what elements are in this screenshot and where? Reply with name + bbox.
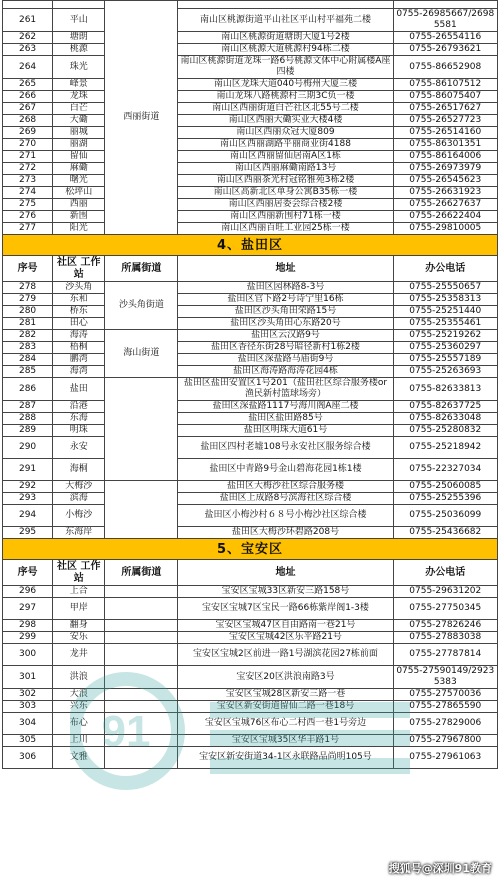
row-station: 大磡: [53, 115, 105, 127]
table-row: [3, 527, 498, 539]
table-row: [3, 127, 498, 139]
row-address: 南山区龙珠大道040号梅州大厦三楼: [178, 79, 393, 91]
section-header-row: [3, 235, 498, 256]
table-row: [3, 32, 498, 44]
row-phone: 0755-26514160: [393, 127, 497, 139]
row-station: 沙头角: [53, 282, 105, 294]
row-station: 白芒: [53, 103, 105, 115]
row-address: 盐田区小梅沙村６８号小梅沙社区综合楼: [178, 505, 393, 527]
row-station: 大梅沙: [53, 481, 105, 493]
row-station: 阳光: [53, 223, 105, 235]
row-address: 南山区桃源街道平山社区平山村平福苑二楼: [178, 9, 393, 32]
section-title: 4、盐田区: [3, 235, 498, 256]
row-street: [105, 378, 178, 481]
row-address: 宝安区宝城35区华丰路1号: [178, 735, 393, 747]
row-address: 盐田区沙头角田荣路15号: [178, 306, 393, 318]
row-phone: 0755-25263693: [393, 366, 497, 378]
table-row: [3, 9, 498, 32]
row-street: 沙头角街道: [105, 282, 178, 330]
row-street: [105, 644, 178, 666]
row-address: 盐田区深盐路1117号海川阁A座二楼: [178, 401, 393, 413]
row-phone: 0755-25358313: [393, 294, 497, 306]
table-row: [3, 481, 498, 493]
row-seq: 266: [3, 91, 53, 103]
row-seq: 272: [3, 163, 53, 175]
table-row: [3, 187, 498, 199]
row-address: 盐田区云汉路9号: [178, 330, 393, 342]
row-seq: 283: [3, 342, 53, 354]
section-title: 5、宝安区: [3, 539, 498, 560]
row-phone: 0755-26985667/26985581: [393, 9, 497, 32]
row-seq: 285: [3, 366, 53, 378]
row-street: [105, 620, 178, 632]
row-street: 西丽街道: [105, 1, 178, 235]
row-station: 海涛: [53, 330, 105, 342]
column-header-street: 所属街道: [105, 256, 178, 282]
row-address: 南山区高新北区单身公寓B35栋一楼: [178, 187, 393, 199]
row-station: 沿港: [53, 401, 105, 413]
row-station: 松坪山: [53, 187, 105, 199]
table-row: [3, 342, 498, 354]
row-station: 新围: [53, 211, 105, 223]
column-header-station: 社区 工作站: [53, 560, 105, 586]
column-header-address: 地址: [178, 560, 393, 586]
row-phone: 0755-26527723: [393, 115, 497, 127]
row-phone: 0755-86652908: [393, 56, 497, 79]
row-station: 海桐: [53, 459, 105, 481]
row-station: 明珠: [53, 425, 105, 437]
column-header-phone: 办公电话: [393, 256, 497, 282]
row-seq: 263: [3, 44, 53, 56]
row-address: 南山区桃源街道塘朗大厦1号2楼: [178, 32, 393, 44]
row-station: [53, 1, 105, 9]
row-address: 宝安区宝城76区布心二村西一巷1号旁边: [178, 713, 393, 735]
row-address: 南山区西丽大磡实业大楼4楼: [178, 115, 393, 127]
row-address: 盐田区明珠大道61号: [178, 425, 393, 437]
table-row: [3, 139, 498, 151]
row-address: 宝安区宝城2区前进一路1号湖滨花园27栋前面: [178, 644, 393, 666]
row-phone: 0755-86075407: [393, 91, 497, 103]
row-address: 宝安区宝城33区新安三路158号: [178, 586, 393, 598]
table-row: [3, 318, 498, 330]
row-phone: 0755-27590149/29235383: [393, 666, 497, 689]
row-station: 麻磡: [53, 163, 105, 175]
row-station: 东和: [53, 294, 105, 306]
row-seq: 282: [3, 330, 53, 342]
row-phone: 0755-29810005: [393, 223, 497, 235]
row-seq: 299: [3, 632, 53, 644]
row-address: [178, 1, 393, 9]
row-street: [105, 689, 178, 701]
row-station: 桃源: [53, 44, 105, 56]
row-seq: 297: [3, 598, 53, 620]
column-header-station: 社区 工作站: [53, 256, 105, 282]
row-address: 南山区桃源大道桃源村94栋二楼: [178, 44, 393, 56]
row-phone: 0755-25360297: [393, 342, 497, 354]
row-phone: 0755-86107512: [393, 79, 497, 91]
table-row: [3, 366, 498, 378]
table-row: [3, 1, 498, 9]
row-seq: 276: [3, 211, 53, 223]
row-address: 宝安区宝城28区新安三路一巷: [178, 689, 393, 701]
row-address: 盐田区四村老墟108号永安社区服务综合楼: [178, 437, 393, 459]
row-phone: 0755-26793621: [393, 44, 497, 56]
table-row: [3, 401, 498, 413]
column-header-seq: 序号: [3, 560, 53, 586]
table-row: [3, 747, 498, 769]
row-phone: 0755-25280832: [393, 425, 497, 437]
column-header-row: [3, 560, 498, 586]
row-seq: 300: [3, 644, 53, 666]
row-address: 南山区西丽新围村71栋一楼: [178, 211, 393, 223]
row-seq: 273: [3, 175, 53, 187]
row-address: 盐田区海涛路海涛花园4栋: [178, 366, 393, 378]
row-station: 上川: [53, 735, 105, 747]
row-seq: 295: [3, 527, 53, 539]
table-row: [3, 175, 498, 187]
row-seq: 271: [3, 151, 53, 163]
row-seq: 275: [3, 199, 53, 211]
row-street: [105, 481, 178, 539]
row-street: [105, 747, 178, 769]
row-phone: 0755-22327034: [393, 459, 497, 481]
column-header-seq: 序号: [3, 256, 53, 282]
row-station: 上合: [53, 586, 105, 598]
row-street: [105, 701, 178, 713]
row-address: 南山龙珠八路桃源村三期3C负一楼: [178, 91, 393, 103]
row-phone: 0755-82633813: [393, 378, 497, 401]
row-station: 留仙: [53, 151, 105, 163]
row-seq: 304: [3, 713, 53, 735]
row-phone: 0755-82633048: [393, 413, 497, 425]
row-station: 珠光: [53, 56, 105, 79]
table-row: [3, 598, 498, 620]
row-station: 东海: [53, 413, 105, 425]
row-address: 南山区西丽湖路平丽商业街4188: [178, 139, 393, 151]
row-station: 永安: [53, 437, 105, 459]
row-seq: 293: [3, 493, 53, 505]
table-row: [3, 713, 498, 735]
section-header-row: [3, 539, 498, 560]
table-row: [3, 223, 498, 235]
row-station: 安乐: [53, 632, 105, 644]
row-seq: 284: [3, 354, 53, 366]
row-phone: 0755-25219262: [393, 330, 497, 342]
table-row: [3, 103, 498, 115]
table-row: [3, 56, 498, 79]
row-station: 桥东: [53, 306, 105, 318]
table-row: [3, 354, 498, 366]
row-phone: 0755-25060085: [393, 481, 497, 493]
row-phone: 0755-27961063: [393, 747, 497, 769]
row-station: 曙光: [53, 175, 105, 187]
row-station: 丽城: [53, 127, 105, 139]
row-seq: [3, 1, 53, 9]
row-address: 宝安区新安街道34-1区永联路品尚明105号: [178, 747, 393, 769]
table-row: [3, 437, 498, 459]
row-station: 峰景: [53, 79, 105, 91]
row-street: [105, 632, 178, 644]
row-seq: 287: [3, 401, 53, 413]
row-station: 田心: [53, 318, 105, 330]
row-seq: 265: [3, 79, 53, 91]
table-row: [3, 115, 498, 127]
row-street: [105, 713, 178, 735]
row-phone: 0755-26545623: [393, 175, 497, 187]
row-seq: 291: [3, 459, 53, 481]
row-phone: 0755-27829006: [393, 713, 497, 735]
row-address: 盐田区沙头角田心东路20号: [178, 318, 393, 330]
row-seq: 274: [3, 187, 53, 199]
row-seq: 301: [3, 666, 53, 689]
row-station: 东海岸: [53, 527, 105, 539]
table-row: [3, 378, 498, 401]
row-phone: 0755-26973979: [393, 163, 497, 175]
row-phone: 0755-25036099: [393, 505, 497, 527]
table-row: [3, 151, 498, 163]
table-row: [3, 586, 498, 598]
row-street: [105, 666, 178, 689]
row-address: 盐田区深盐路马庙街9号: [178, 354, 393, 366]
row-seq: 298: [3, 620, 53, 632]
row-address: 盐田区大梅沙社区综合服务楼: [178, 481, 393, 493]
row-station: 梧桐: [53, 342, 105, 354]
row-phone: 0755-25550657: [393, 282, 497, 294]
row-phone: 0755-26627637: [393, 199, 497, 211]
row-seq: 289: [3, 425, 53, 437]
row-address: 南山区西丽麻磡南路13号: [178, 163, 393, 175]
row-phone: 0755-26554116: [393, 32, 497, 44]
row-seq: 302: [3, 689, 53, 701]
svg-text:91: 91: [101, 707, 151, 756]
row-phone: 0755-27865590: [393, 701, 497, 713]
row-seq: 261: [3, 9, 53, 32]
column-header-row: [3, 256, 498, 282]
row-seq: 296: [3, 586, 53, 598]
row-station: 兴东: [53, 701, 105, 713]
table-row: [3, 163, 498, 175]
table-row: [3, 493, 498, 505]
row-station: 文雅: [53, 747, 105, 769]
row-phone: 0755-82637725: [393, 401, 497, 413]
row-address: 南山区西丽留仙居南A区1栋: [178, 151, 393, 163]
row-station: 塘朗: [53, 32, 105, 44]
row-seq: 278: [3, 282, 53, 294]
row-station: 小梅沙: [53, 505, 105, 527]
row-address: 南山区西丽居委会综合楼2楼: [178, 199, 393, 211]
row-seq: 305: [3, 735, 53, 747]
column-header-street: 所属街道: [105, 560, 178, 586]
row-seq: 292: [3, 481, 53, 493]
row-phone: 0755-27883038: [393, 632, 497, 644]
row-seq: 264: [3, 56, 53, 79]
row-address: 盐田区中青路9号金山碧海花园1栋1楼: [178, 459, 393, 481]
row-phone: 0755-25557189: [393, 354, 497, 366]
table-row: [3, 620, 498, 632]
row-phone: 0755-25355461: [393, 318, 497, 330]
row-seq: 268: [3, 115, 53, 127]
row-address: 盐田区园林路8-3号: [178, 282, 393, 294]
row-station: 盐田: [53, 378, 105, 401]
row-address: 南山区西丽茶光村冠铭雅苑3栋2楼: [178, 175, 393, 187]
row-phone: 0755-86164006: [393, 151, 497, 163]
row-station: 西丽: [53, 199, 105, 211]
row-station: 洪浪: [53, 666, 105, 689]
row-seq: 281: [3, 318, 53, 330]
row-station: 大浪: [53, 689, 105, 701]
table-row: [3, 306, 498, 318]
table-row: [3, 632, 498, 644]
row-station: 滨海: [53, 493, 105, 505]
row-phone: 0755-27967800: [393, 735, 497, 747]
row-seq: 290: [3, 437, 53, 459]
row-phone: 0755-27826246: [393, 620, 497, 632]
row-station: 平山: [53, 9, 105, 32]
row-address: 宝安区新安街道留仙二路一巷18号: [178, 701, 393, 713]
table-row: [3, 199, 498, 211]
row-phone: 0755-86301351: [393, 139, 497, 151]
row-address: 南山区西丽街道白芒社区北55号二楼: [178, 103, 393, 115]
row-phone: [393, 1, 497, 9]
row-station: 龙井: [53, 644, 105, 666]
column-header-phone: 办公电话: [393, 560, 497, 586]
row-phone: 0755-26631923: [393, 187, 497, 199]
row-phone: 0755-26517627: [393, 103, 497, 115]
row-address: 盐田区官下路2号诗宁里16栋: [178, 294, 393, 306]
row-station: 甲岸: [53, 598, 105, 620]
row-address: 宝安区宝城42区乐平路21号: [178, 632, 393, 644]
row-address: 盐田区香径东街28号暗径新村1栋2楼: [178, 342, 393, 354]
row-street: [105, 586, 178, 598]
row-phone: 0755-27787814: [393, 644, 497, 666]
table-row: [3, 689, 498, 701]
row-phone: 0755-25218942: [393, 437, 497, 459]
row-address: 宝安区宝城7区宝民一路66栋紫岸阁1-3楼: [178, 598, 393, 620]
row-phone: 0755-25251440: [393, 306, 497, 318]
table-row: [3, 330, 498, 342]
table-row: [3, 91, 498, 103]
row-address: 南山区桃源街道龙珠一路6号桃源文体中心附属楼A座四楼: [178, 56, 393, 79]
row-address: 南山区西丽众冠大厦809: [178, 127, 393, 139]
table-row: [3, 294, 498, 306]
row-seq: 288: [3, 413, 53, 425]
row-seq: 280: [3, 306, 53, 318]
row-street: [105, 598, 178, 620]
directory-table: [2, 0, 498, 769]
row-address: 宝安区20区洪浪南路3号: [178, 666, 393, 689]
row-street: [105, 735, 178, 747]
table-row: [3, 735, 498, 747]
table-row: [3, 44, 498, 56]
row-seq: 306: [3, 747, 53, 769]
row-phone: 0755-29631202: [393, 586, 497, 598]
row-address: 盐田区盐田安置区1号201（盐田社区综合服务楼or渔民新村篮球场旁）: [178, 378, 393, 401]
row-seq: 294: [3, 505, 53, 527]
table-row: [3, 666, 498, 689]
row-seq: 270: [3, 139, 53, 151]
row-seq: 262: [3, 32, 53, 44]
table-row: [3, 282, 498, 294]
row-station: 翻身: [53, 620, 105, 632]
row-station: 海湾: [53, 366, 105, 378]
table-row: [3, 425, 498, 437]
table-row: [3, 505, 498, 527]
row-phone: 0755-25255396: [393, 493, 497, 505]
row-phone: 0755-25436682: [393, 527, 497, 539]
row-address: 盐田区上成路8号滨海社区综合楼: [178, 493, 393, 505]
row-station: 丽湖: [53, 139, 105, 151]
row-seq: 269: [3, 127, 53, 139]
row-seq: 277: [3, 223, 53, 235]
row-phone: 0755-27750345: [393, 598, 497, 620]
table-row: [3, 644, 498, 666]
row-station: 龙珠: [53, 91, 105, 103]
table-row: [3, 701, 498, 713]
row-address: 宝安区宝城47区自由路南一巷21号: [178, 620, 393, 632]
row-seq: 303: [3, 701, 53, 713]
credit-watermark: 搜狐号@深圳91教育: [388, 862, 492, 875]
row-address: 盐田区大梅沙环碧路208号: [178, 527, 393, 539]
row-phone: 0755-26622404: [393, 211, 497, 223]
table-row: [3, 459, 498, 481]
row-street: 海山街道: [105, 330, 178, 378]
row-seq: 279: [3, 294, 53, 306]
row-phone: 0755-27570036: [393, 689, 497, 701]
column-header-address: 地址: [178, 256, 393, 282]
table-row: [3, 211, 498, 223]
table-row: [3, 413, 498, 425]
row-address: 盐田区盐田路85号: [178, 413, 393, 425]
row-address: 南山区西丽百旺工业园25栋一楼: [178, 223, 393, 235]
row-station: 鹏湾: [53, 354, 105, 366]
table-row: [3, 79, 498, 91]
row-seq: 286: [3, 378, 53, 401]
row-seq: 267: [3, 103, 53, 115]
row-station: 布心: [53, 713, 105, 735]
